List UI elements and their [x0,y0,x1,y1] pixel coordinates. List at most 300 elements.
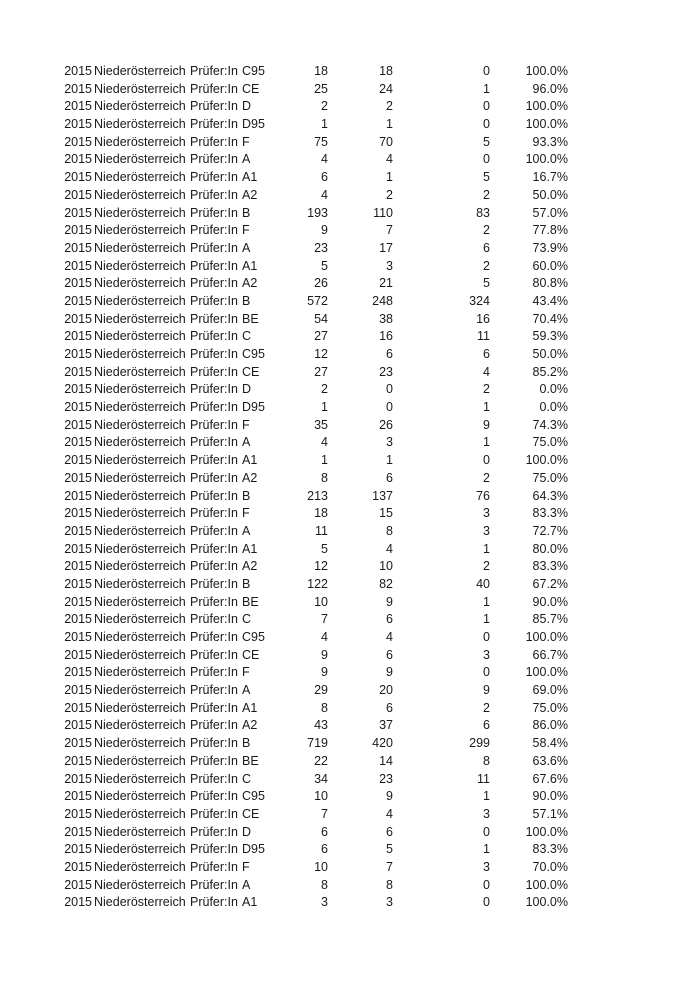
cell-category: A1 [242,541,258,556]
cell-category: B [242,293,251,308]
cell-failed: 4 [483,364,490,379]
cell-role: Prüfer:In [190,364,238,379]
cell-candidates: 7 [321,612,328,627]
cell-failed: 11 [477,771,490,786]
cell-year: 2015 [64,506,92,521]
cell-candidates: 719 [307,736,328,751]
table-row [64,806,568,824]
cell-pass_rate: 58.4% [532,736,568,751]
cell-passed: 6 [386,470,393,485]
cell-passed: 70 [379,134,393,149]
cell-category: F [242,134,250,149]
cell-region: Niederösterreich [94,223,186,238]
cell-role: Prüfer:In [190,630,238,644]
cell-year: 2015 [64,293,92,308]
cell-role: Prüfer:In [190,895,238,910]
cell-role: Prüfer:In [190,683,238,698]
cell-category: C [242,771,252,786]
table-row [64,664,568,682]
table-row [64,205,568,223]
cell-pass_rate: 50.0% [532,187,568,202]
cell-pass_rate: 100.0% [525,117,568,132]
cell-year: 2015 [64,647,92,662]
cell-category: C95 [242,64,265,78]
table-row [64,381,568,399]
cell-year: 2015 [64,824,92,839]
cell-year: 2015 [64,576,92,591]
cell-candidates: 10 [314,594,328,609]
cell-passed: 4 [386,806,393,821]
cell-year: 2015 [64,559,92,574]
cell-region: Niederösterreich [94,895,186,910]
cell-role: Prüfer:In [190,417,238,432]
cell-pass_rate: 100.0% [525,665,568,680]
cell-year: 2015 [64,806,92,821]
table-row [64,222,568,240]
cell-category: F [242,417,250,432]
cell-category: D [242,382,252,397]
table-row [64,841,568,859]
cell-passed: 1 [386,117,393,132]
cell-role: Prüfer:In [190,700,238,715]
cell-passed: 14 [379,753,393,768]
cell-passed: 2 [386,99,393,114]
cell-passed: 4 [386,630,393,644]
cell-region: Niederösterreich [94,630,186,644]
cell-region: Niederösterreich [94,382,186,397]
cell-region: Niederösterreich [94,612,186,627]
cell-year: 2015 [64,859,92,874]
cell-year: 2015 [64,541,92,556]
cell-category: A1 [242,258,258,273]
cell-pass_rate: 75.0% [532,700,568,715]
cell-region: Niederösterreich [94,506,186,521]
table-row [64,877,568,895]
cell-region: Niederösterreich [94,400,186,415]
cell-year: 2015 [64,683,92,698]
cell-pass_rate: 80.0% [532,541,568,556]
cell-passed: 5 [386,842,393,857]
cell-passed: 3 [386,258,393,273]
cell-candidates: 25 [314,81,328,96]
cell-passed: 23 [379,771,393,786]
cell-year: 2015 [64,99,92,114]
cell-role: Prüfer:In [190,329,238,344]
table-row [64,700,568,718]
cell-year: 2015 [64,753,92,768]
cell-region: Niederösterreich [94,347,186,361]
cell-year: 2015 [64,895,92,910]
table-row [64,859,568,877]
cell-role: Prüfer:In [190,81,238,96]
cell-region: Niederösterreich [94,806,186,821]
cell-role: Prüfer:In [190,258,238,273]
cell-candidates: 75 [314,134,328,149]
cell-role: Prüfer:In [190,99,238,114]
cell-candidates: 18 [314,64,328,78]
cell-year: 2015 [64,134,92,149]
cell-category: F [242,506,250,521]
cell-candidates: 22 [314,753,328,768]
cell-role: Prüfer:In [190,400,238,415]
cell-failed: 0 [483,99,490,114]
cell-year: 2015 [64,612,92,627]
cell-year: 2015 [64,453,92,468]
cell-passed: 4 [386,152,393,167]
cell-year: 2015 [64,117,92,132]
cell-role: Prüfer:In [190,789,238,804]
cell-pass_rate: 85.2% [532,364,568,379]
cell-candidates: 12 [314,559,328,574]
cell-role: Prüfer:In [190,382,238,397]
cell-candidates: 23 [314,240,328,255]
cell-year: 2015 [64,523,92,538]
cell-role: Prüfer:In [190,594,238,609]
cell-passed: 82 [379,576,393,591]
cell-role: Prüfer:In [190,824,238,839]
cell-pass_rate: 93.3% [532,134,568,149]
cell-year: 2015 [64,170,92,185]
cell-pass_rate: 57.1% [532,806,568,821]
table-row [64,629,568,647]
cell-candidates: 5 [321,258,328,273]
cell-region: Niederösterreich [94,576,186,591]
table-row [64,541,568,559]
cell-year: 2015 [64,665,92,680]
cell-category: A [242,877,251,892]
cell-region: Niederösterreich [94,276,186,291]
table-row [64,523,568,541]
table-row [64,399,568,417]
cell-pass_rate: 80.8% [532,276,568,291]
cell-category: BE [242,594,259,609]
cell-year: 2015 [64,240,92,255]
cell-pass_rate: 0.0% [539,400,568,415]
table-row [64,894,568,912]
cell-candidates: 6 [321,842,328,857]
cell-passed: 7 [386,223,393,238]
cell-role: Prüfer:In [190,293,238,308]
cell-failed: 40 [476,576,490,591]
cell-failed: 2 [483,700,490,715]
cell-passed: 110 [373,205,393,220]
cell-pass_rate: 75.0% [532,470,568,485]
cell-category: C [242,329,252,344]
cell-passed: 24 [379,81,393,96]
cell-passed: 18 [379,64,393,78]
cell-role: Prüfer:In [190,806,238,821]
cell-failed: 0 [483,824,490,839]
cell-category: C95 [242,347,265,361]
table-row [64,275,568,293]
cell-passed: 26 [379,417,393,432]
cell-role: Prüfer:In [190,541,238,556]
cell-pass_rate: 70.0% [532,859,568,874]
cell-failed: 1 [483,594,490,609]
table-row [64,81,568,99]
cell-role: Prüfer:In [190,276,238,291]
cell-candidates: 8 [321,470,328,485]
cell-passed: 38 [379,311,393,326]
cell-category: C95 [242,789,265,804]
cell-year: 2015 [64,347,92,361]
cell-region: Niederösterreich [94,240,186,255]
cell-passed: 420 [372,736,393,751]
cell-pass_rate: 83.3% [532,559,568,574]
cell-failed: 6 [483,718,490,733]
cell-failed: 3 [483,506,490,521]
cell-year: 2015 [64,276,92,291]
cell-category: A1 [242,453,258,468]
cell-candidates: 572 [307,293,328,308]
cell-candidates: 29 [314,683,328,698]
table-row [64,311,568,329]
cell-pass_rate: 16.7% [532,170,568,185]
cell-region: Niederösterreich [94,789,186,804]
cell-year: 2015 [64,187,92,202]
cell-failed: 3 [483,859,490,874]
cell-failed: 11 [477,329,490,344]
cell-category: A2 [242,718,258,733]
cell-category: A2 [242,559,258,574]
cell-failed: 5 [483,170,490,185]
cell-region: Niederösterreich [94,117,186,132]
cell-pass_rate: 100.0% [525,453,568,468]
cell-region: Niederösterreich [94,258,186,273]
cell-passed: 1 [386,170,393,185]
cell-pass_rate: 57.0% [532,205,568,220]
cell-failed: 1 [483,612,490,627]
cell-candidates: 2 [321,99,328,114]
cell-passed: 9 [386,789,393,804]
cell-role: Prüfer:In [190,170,238,185]
table-row [64,488,568,506]
cell-category: D [242,99,252,114]
cell-year: 2015 [64,364,92,379]
cell-region: Niederösterreich [94,753,186,768]
cell-year: 2015 [64,488,92,503]
cell-year: 2015 [64,470,92,485]
table-row [64,824,568,842]
table-row [64,240,568,258]
cell-pass_rate: 83.3% [532,842,568,857]
cell-region: Niederösterreich [94,559,186,574]
cell-region: Niederösterreich [94,523,186,538]
cell-failed: 8 [483,753,490,768]
cell-region: Niederösterreich [94,187,186,202]
cell-region: Niederösterreich [94,99,186,114]
cell-category: A1 [242,170,258,185]
cell-year: 2015 [64,382,92,397]
table-row [64,293,568,311]
cell-category: D95 [242,117,265,132]
cell-category: A2 [242,187,258,202]
table-row [64,753,568,771]
cell-category: F [242,859,250,874]
cell-failed: 16 [476,311,490,326]
cell-role: Prüfer:In [190,347,238,361]
table-row [64,576,568,594]
table-row [64,470,568,488]
cell-candidates: 2 [321,382,328,397]
table-row [64,647,568,665]
cell-passed: 1 [386,453,393,468]
table-row [64,134,568,152]
cell-pass_rate: 100.0% [525,824,568,839]
table-row [64,98,568,116]
cell-role: Prüfer:In [190,435,238,450]
cell-passed: 6 [386,347,393,361]
cell-pass_rate: 100.0% [525,895,568,910]
cell-failed: 0 [483,64,490,78]
cell-pass_rate: 100.0% [525,152,568,167]
cell-pass_rate: 74.3% [532,417,568,432]
cell-passed: 8 [386,523,393,538]
cell-passed: 137 [372,488,393,503]
cell-category: D95 [242,842,265,857]
cell-passed: 23 [379,364,393,379]
cell-failed: 0 [483,117,490,132]
cell-role: Prüfer:In [190,223,238,238]
cell-region: Niederösterreich [94,170,186,185]
cell-candidates: 4 [321,435,328,450]
cell-candidates: 213 [307,488,328,503]
cell-passed: 4 [386,541,393,556]
cell-passed: 6 [386,612,393,627]
cell-year: 2015 [64,417,92,432]
cell-candidates: 27 [314,364,328,379]
cell-passed: 16 [379,329,393,344]
cell-category: BE [242,311,259,326]
cell-pass_rate: 73.9% [532,240,568,255]
cell-pass_rate: 67.2% [532,576,568,591]
cell-candidates: 5 [321,541,328,556]
cell-category: B [242,576,251,591]
cell-passed: 9 [386,594,393,609]
cell-failed: 0 [483,877,490,892]
cell-category: CE [242,81,260,96]
cell-year: 2015 [64,81,92,96]
cell-region: Niederösterreich [94,453,186,468]
cell-pass_rate: 96.0% [532,81,568,96]
cell-failed: 1 [483,435,490,450]
cell-category: B [242,488,251,503]
cell-role: Prüfer:In [190,842,238,857]
cell-pass_rate: 63.6% [532,753,568,768]
cell-role: Prüfer:In [190,152,238,167]
cell-pass_rate: 100.0% [525,630,568,644]
cell-passed: 0 [386,400,393,415]
cell-candidates: 6 [321,824,328,839]
cell-pass_rate: 100.0% [525,99,568,114]
cell-failed: 0 [483,895,490,910]
cell-candidates: 8 [321,700,328,715]
cell-pass_rate: 69.0% [532,683,568,698]
table-row [64,434,568,452]
cell-candidates: 8 [321,877,328,892]
cell-failed: 1 [483,541,490,556]
cell-region: Niederösterreich [94,824,186,839]
cell-passed: 20 [379,683,393,698]
cell-role: Prüfer:In [190,771,238,786]
cell-candidates: 1 [321,117,328,132]
cell-role: Prüfer:In [190,240,238,255]
table-row [64,258,568,276]
table-row [64,717,568,735]
cell-year: 2015 [64,842,92,857]
table-row [64,452,568,470]
cell-category: CE [242,647,260,662]
cell-year: 2015 [64,329,92,344]
table-row [64,346,568,364]
cell-region: Niederösterreich [94,205,186,220]
table-row [64,558,568,576]
cell-failed: 2 [483,382,490,397]
cell-role: Prüfer:In [190,64,238,78]
cell-role: Prüfer:In [190,647,238,662]
cell-failed: 1 [483,400,490,415]
cell-candidates: 193 [307,205,328,220]
cell-passed: 15 [379,506,393,521]
cell-region: Niederösterreich [94,364,186,379]
cell-region: Niederösterreich [94,541,186,556]
cell-failed: 1 [483,842,490,857]
cell-failed: 1 [483,789,490,804]
cell-passed: 6 [386,824,393,839]
cell-candidates: 54 [314,311,328,326]
cell-region: Niederösterreich [94,736,186,751]
cell-role: Prüfer:In [190,523,238,538]
cell-candidates: 18 [314,506,328,521]
cell-failed: 1 [483,81,490,96]
cell-failed: 3 [483,647,490,662]
cell-region: Niederösterreich [94,647,186,662]
cell-candidates: 7 [321,806,328,821]
cell-candidates: 9 [321,665,328,680]
cell-role: Prüfer:In [190,117,238,132]
cell-candidates: 11 [315,523,328,538]
cell-year: 2015 [64,400,92,415]
cell-failed: 6 [483,347,490,361]
cell-role: Prüfer:In [190,753,238,768]
cell-candidates: 9 [321,223,328,238]
cell-category: A [242,523,251,538]
cell-region: Niederösterreich [94,417,186,432]
cell-category: BE [242,753,259,768]
table-row [64,505,568,523]
cell-passed: 37 [379,718,393,733]
cell-region: Niederösterreich [94,64,186,78]
cell-passed: 17 [379,240,393,255]
cell-year: 2015 [64,311,92,326]
cell-candidates: 43 [314,718,328,733]
cell-region: Niederösterreich [94,488,186,503]
cell-region: Niederösterreich [94,842,186,857]
table-row [64,594,568,612]
cell-candidates: 3 [321,895,328,910]
cell-region: Niederösterreich [94,859,186,874]
cell-region: Niederösterreich [94,718,186,733]
table-row [64,63,568,81]
cell-pass_rate: 59.3% [532,329,568,344]
cell-passed: 6 [386,647,393,662]
cell-pass_rate: 86.0% [532,718,568,733]
cell-category: F [242,665,250,680]
table-row [64,417,568,435]
table-row [64,187,568,205]
cell-pass_rate: 60.0% [532,258,568,273]
table-row [64,169,568,187]
